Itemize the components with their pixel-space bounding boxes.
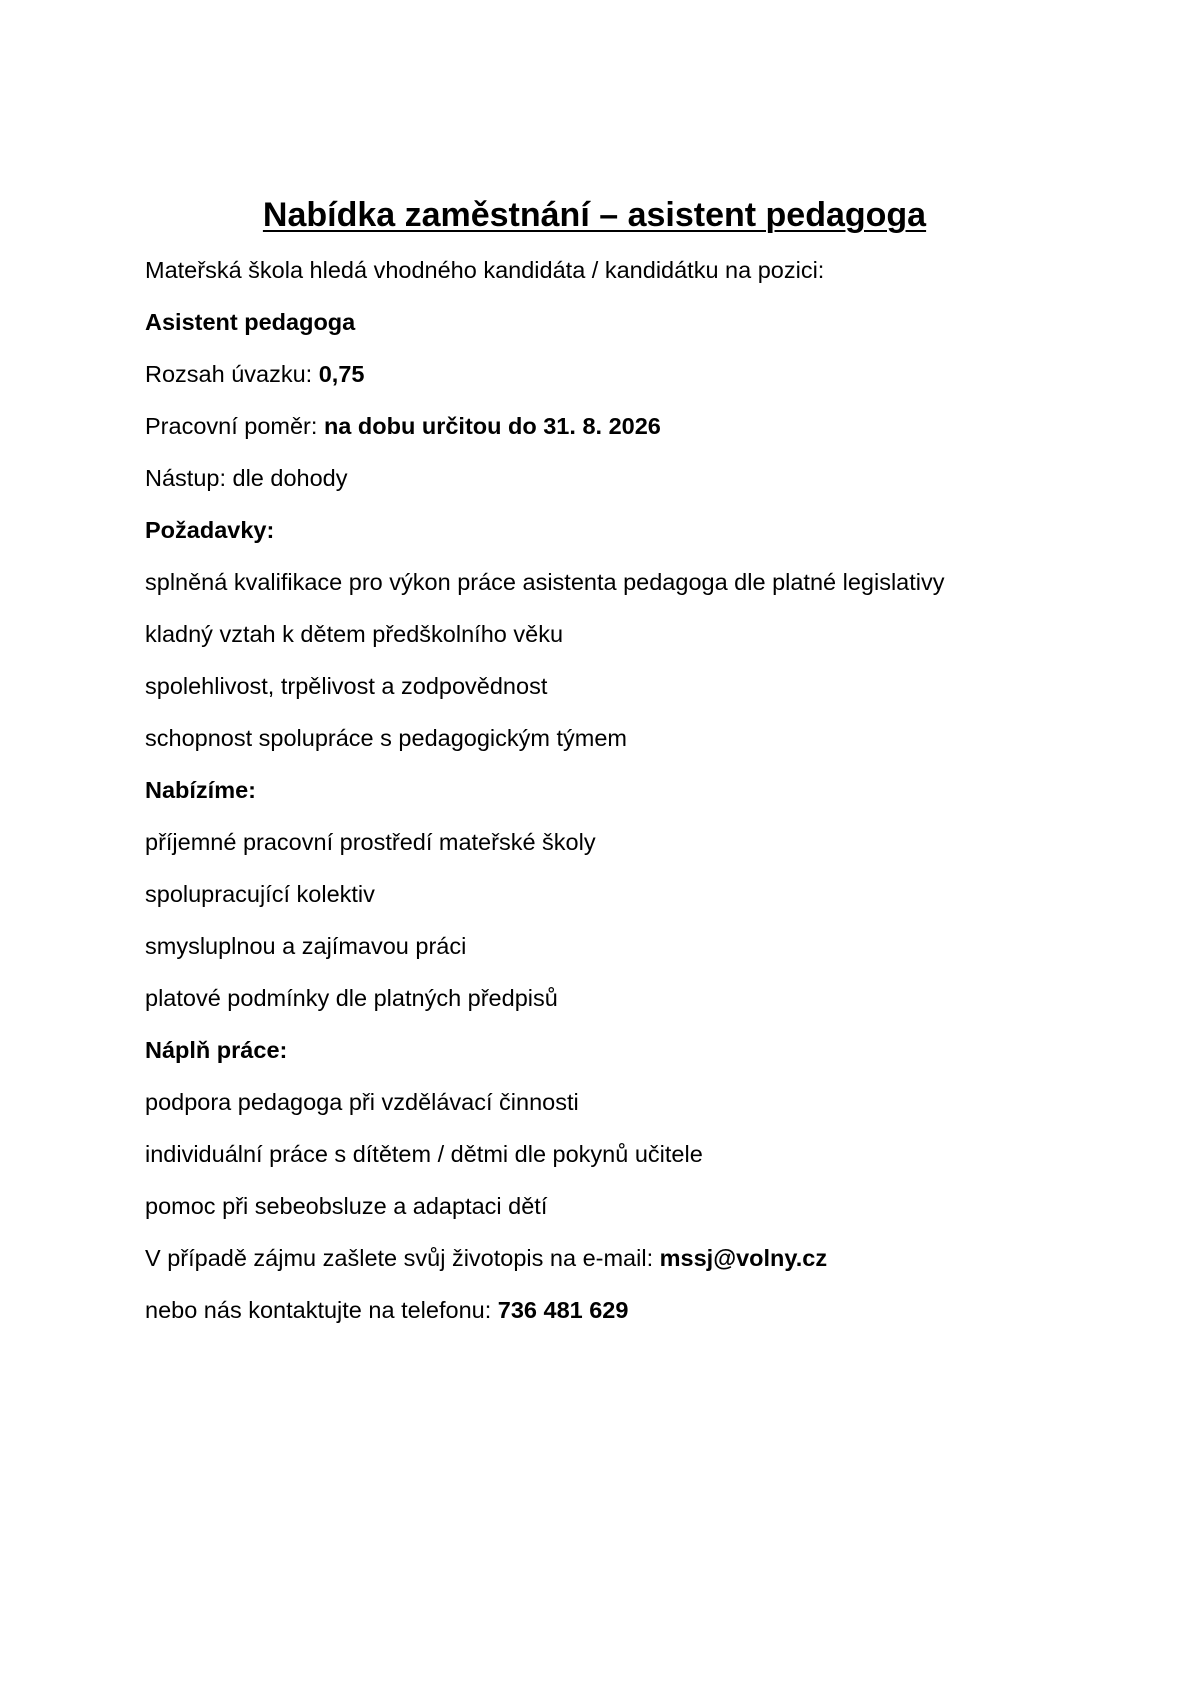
employment-value: na dobu určitou do 31. 8. 2026	[323, 413, 661, 439]
page-title: Nabídka zaměstnání – asistent pedagoga	[262, 196, 927, 234]
contact-email-label: V případě zájmu zašlete svůj životopis na e-mail:	[145, 1245, 660, 1271]
duties-heading: Náplň práce:	[145, 1037, 288, 1063]
intro-text: Mateřská škola hledá vhodného kandidáta / kandidátku na pozici:	[145, 257, 825, 283]
employment-line	[145, 410, 661, 442]
requirement-item: schopnost spolupráce s pedagogickým týmem	[145, 725, 627, 751]
workload-line	[145, 358, 364, 390]
duty-item: pomoc při sebeobsluze a adaptaci dětí	[145, 1193, 548, 1219]
position-name: Asistent pedagoga	[145, 309, 356, 335]
requirement-item: splněná kvalifikace pro výkon práce asistenta pedagoga dle platné legislativy	[145, 569, 945, 595]
offer-item: smysluplnou a zajímavou práci	[145, 933, 467, 959]
employment-label: Pracovní poměr:	[145, 413, 324, 439]
contact-phone-line	[145, 1294, 628, 1326]
contact-phone: 736 481 629	[497, 1297, 629, 1323]
duty-item: individuální práce s dítětem / dětmi dle pokynů učitele	[145, 1141, 703, 1167]
offer-item: platové podmínky dle platných předpisů	[145, 985, 558, 1011]
offer-item: spolupracující kolektiv	[145, 881, 375, 907]
requirement-item: spolehlivost, trpělivost a zodpovědnost	[145, 673, 548, 699]
requirements-heading: Požadavky:	[145, 517, 275, 543]
contact-email: mssj@volny.cz	[659, 1245, 828, 1271]
workload-label: Rozsah úvazku:	[145, 361, 319, 387]
start-line: Nástup: dle dohody	[145, 465, 348, 491]
offer-item: příjemné pracovní prostředí mateřské školy	[145, 829, 596, 855]
duty-item: podpora pedagoga při vzdělávací činnosti	[145, 1089, 579, 1115]
contact-email-line	[145, 1242, 827, 1274]
offer-heading: Nabízíme:	[145, 777, 256, 803]
requirement-item: kladný vztah k dětem předškolního věku	[145, 621, 564, 647]
workload-value: 0,75	[318, 361, 365, 387]
contact-phone-label: nebo nás kontaktujte na telefonu:	[145, 1297, 498, 1323]
